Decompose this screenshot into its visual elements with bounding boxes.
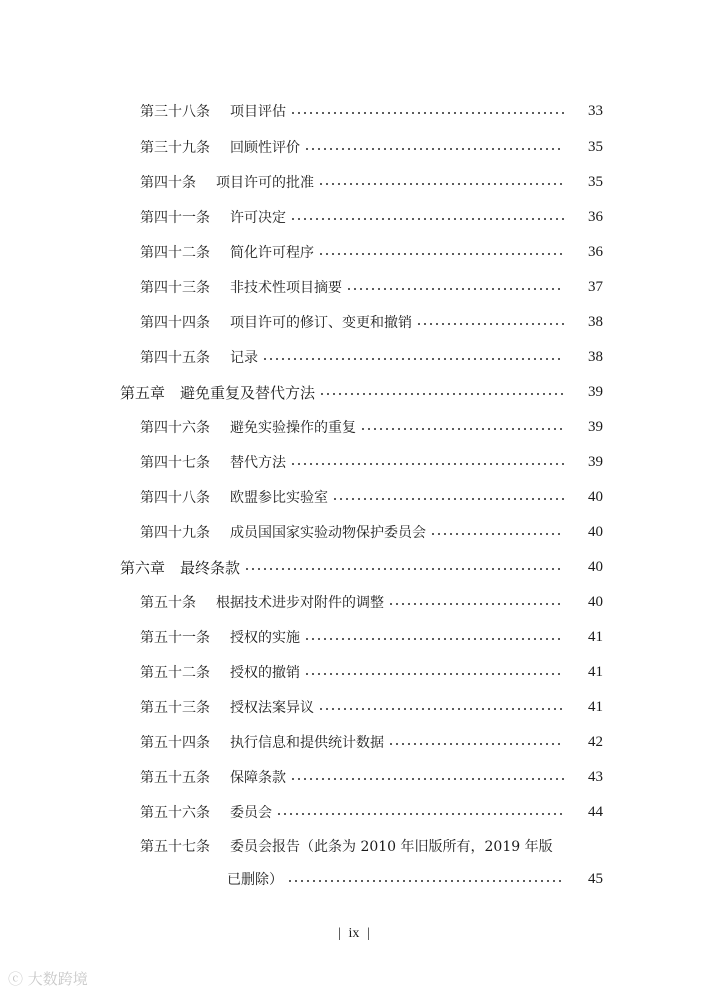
- toc-entry-title: 执行信息和提供统计数据: [230, 735, 384, 751]
- dot-leader: [430, 533, 564, 535]
- toc-entry-title: 项目许可的修订、变更和撤销: [230, 315, 412, 331]
- watermark-text: 大数跨境: [27, 970, 88, 988]
- toc-entry-title: 回顾性评价: [230, 140, 300, 156]
- toc-entry-page: 42: [588, 733, 603, 750]
- dot-leader: [262, 358, 564, 360]
- footer-divider: |: [338, 926, 342, 941]
- watermark-icon: ⓒ: [8, 970, 24, 988]
- toc-entry: [0, 727, 708, 757]
- toc-entry-title: 根据技术进步对附件的调整: [216, 595, 384, 611]
- toc-entry-title: 成员国国家实验动物保护委员会: [230, 525, 426, 541]
- toc-entry: [0, 167, 708, 197]
- toc-entry-page: 41: [588, 698, 603, 715]
- toc-entry-continuation: [227, 864, 708, 894]
- dot-leader: [346, 288, 564, 290]
- toc-entry-page: 35: [588, 138, 603, 155]
- toc-entry-title: 项目许可的批准: [216, 175, 314, 191]
- toc-entry: [0, 96, 708, 126]
- toc-entry-number: 第四十三条: [140, 280, 210, 296]
- toc-entry-number: 第三十九条: [140, 140, 210, 156]
- toc-entry-title: 非技术性项目摘要: [230, 280, 342, 296]
- footer-divider: |: [366, 926, 370, 941]
- toc-entry-page: 40: [588, 523, 603, 540]
- dot-leader: [304, 638, 564, 640]
- toc-entry-page: 43: [588, 768, 603, 785]
- toc-entry-number: 第四十八条: [140, 490, 210, 506]
- toc-entry-number: 第五十七条: [140, 839, 210, 855]
- toc-entry-number: 第四十二条: [140, 245, 210, 261]
- toc-entry: [0, 307, 708, 337]
- toc-entry: [0, 447, 708, 477]
- toc-entry-title: 授权的实施: [230, 630, 300, 646]
- toc-entry: [0, 797, 708, 827]
- toc-entry-number: 第五十条: [140, 595, 196, 611]
- dot-leader: [332, 498, 564, 500]
- toc-entry-page: 36: [588, 243, 603, 260]
- toc-entry-number: 第四十九条: [140, 525, 210, 541]
- toc-entry-page: 38: [588, 348, 603, 365]
- toc-entry-title: 记录: [230, 350, 258, 366]
- toc-entry-page: 38: [588, 313, 603, 330]
- toc-entry-number: 第五十三条: [140, 700, 210, 716]
- toc-entry-page: 45: [588, 870, 603, 887]
- toc-entry-page: 41: [588, 663, 603, 680]
- toc-entry-number: 第五十二条: [140, 665, 210, 681]
- toc-entry-title: 授权的撤销: [230, 665, 300, 681]
- toc-entry-page: 39: [588, 418, 603, 435]
- toc-entry-number: 第四十一条: [140, 210, 210, 226]
- toc-entry-title: 替代方法: [230, 455, 286, 471]
- toc-entry-page: 44: [588, 803, 603, 820]
- toc-entry-title: 已删除）: [227, 872, 283, 888]
- dot-leader: [304, 148, 564, 150]
- toc-entry-page: 40: [588, 593, 603, 610]
- toc-entry: [0, 237, 708, 267]
- toc-chapter-number: 第五章: [120, 383, 166, 402]
- dot-leader: [287, 880, 564, 882]
- toc-entry: [0, 517, 708, 547]
- dot-leader: [388, 743, 564, 745]
- dot-leader: [388, 603, 564, 605]
- toc-entry-title: 项目评估: [230, 104, 286, 120]
- toc-entry-title: 保障条款: [230, 770, 286, 786]
- dot-leader: [290, 218, 564, 220]
- toc-entry-page: 33: [588, 102, 603, 119]
- toc-entry: [0, 762, 708, 792]
- dot-leader: [360, 428, 564, 430]
- toc-entry-page: 39: [588, 453, 603, 470]
- toc-entry-page: 40: [588, 558, 603, 575]
- toc-entry: [0, 587, 708, 617]
- toc-entry-title: 委员会报告（此条为 2010 年旧版所有，2019 年版: [230, 839, 553, 855]
- dot-leader: [244, 568, 564, 570]
- page-number: ix: [348, 926, 360, 941]
- dot-leader: [318, 183, 564, 185]
- toc-entry-number: 第四十四条: [140, 315, 210, 331]
- toc-entry-number: 第三十八条: [140, 104, 210, 120]
- toc-entry-number: 第五十四条: [140, 735, 210, 751]
- toc-entry: [0, 622, 708, 652]
- toc-entry: [0, 482, 708, 512]
- toc-entry-page: 39: [588, 383, 603, 400]
- dot-leader: [318, 708, 564, 710]
- toc-entry-title: 许可决定: [230, 210, 286, 226]
- toc-chapter-number: 第六章: [120, 558, 166, 577]
- dot-leader: [290, 778, 564, 780]
- toc-chapter-title: 最终条款: [180, 558, 241, 577]
- toc-entry-page: 36: [588, 208, 603, 225]
- toc-entry: [0, 692, 708, 722]
- toc-chapter: [0, 377, 708, 407]
- toc-entry-number: 第四十五条: [140, 350, 210, 366]
- toc-entry-title: 避免实验操作的重复: [230, 420, 356, 436]
- toc-entry-page: 41: [588, 628, 603, 645]
- toc-entry-number: 第四十条: [140, 175, 196, 191]
- toc-entry: [0, 342, 708, 372]
- dot-leader: [319, 393, 564, 395]
- toc-entry: [0, 412, 708, 442]
- toc-entry-number: 第四十六条: [140, 420, 210, 436]
- toc-entry-title: 简化许可程序: [230, 245, 314, 261]
- dot-leader: [276, 813, 564, 815]
- dot-leader: [290, 112, 564, 114]
- dot-leader: [318, 253, 564, 255]
- toc-entry: [0, 657, 708, 687]
- toc-entry-title: 欧盟参比实验室: [230, 490, 328, 506]
- toc-chapter-title: 避免重复及替代方法: [180, 383, 316, 402]
- toc-entry-title: 委员会: [230, 805, 272, 821]
- dot-leader: [416, 323, 564, 325]
- toc-entry-number: 第四十七条: [140, 455, 210, 471]
- watermark: [8, 968, 88, 989]
- page-footer: [0, 926, 708, 942]
- toc-entry-number: 第五十五条: [140, 770, 210, 786]
- toc-entry-number: 第五十六条: [140, 805, 210, 821]
- toc-entry-page: 35: [588, 173, 603, 190]
- toc-entry: [0, 272, 708, 302]
- toc-chapter: [0, 552, 708, 582]
- dot-leader: [304, 673, 564, 675]
- toc-entry: [0, 132, 708, 162]
- toc-entry-page: 37: [588, 278, 603, 295]
- toc-entry: [0, 202, 708, 232]
- toc-entry-title: 授权法案异议: [230, 700, 314, 716]
- toc-entry: [0, 831, 708, 861]
- toc-entry-page: 40: [588, 488, 603, 505]
- toc-entry-number: 第五十一条: [140, 630, 210, 646]
- dot-leader: [290, 463, 564, 465]
